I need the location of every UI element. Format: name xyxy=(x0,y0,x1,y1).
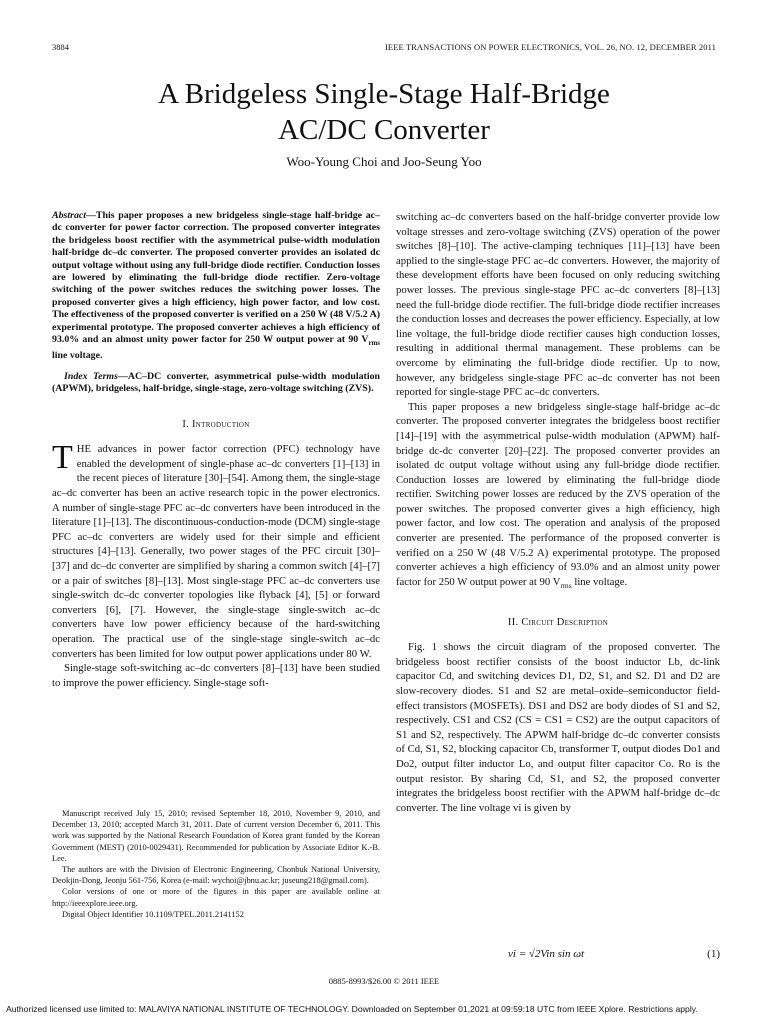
index-terms-lead: Index Terms xyxy=(64,370,118,382)
drop-cap: T xyxy=(52,439,73,477)
right-column xyxy=(396,210,720,815)
title-line-2: AC/DC Converter xyxy=(278,114,490,146)
footnote-color: Color versions of one or more of the figures in this paper are available online at http://ieeexplore.ieee.org. xyxy=(52,887,380,908)
authors: Woo-Young Choi and Joo-Seung Yoo xyxy=(286,154,482,169)
page-number: 3884 xyxy=(52,42,69,52)
left-column xyxy=(52,210,380,690)
footnote-doi: Digital Object Identifier 10.1109/TPEL.2011.2141152 xyxy=(62,909,244,919)
intro-paragraph-3 xyxy=(396,400,720,594)
title-line-1: A Bridgeless Single-Stage Half-Bridge xyxy=(158,78,610,110)
circuit-paragraph-1: Fig. 1 shows the circuit diagram of the proposed converter. The bridgeless boost rectifier consists of the boost inductor Lb, dc-link capacitor Cd, and switching devices D1, D2, S1, and S2. D1 and D2 are slow-recovery diodes. S1 and S2 are metal–oxide–semiconductor field-effect transistors (MOSFETs). DS1 and DS2 are body diodes of S1 and S2, respectively. CS1 and CS2 (CS = CS1 = CS2) are the output capacitors of S1 and S2, respectively. The APWM half-bridge dc–dc converter consists of Cd, S1, S2, blocking capacitor Cb, transformer T, output diodes Do1 and Do2, output filter inductor Lo, and output filter capacitor Co. Ro is the output resistor. By sharing Cd, S1, and S2, the proposed converter integrates the bridgeless boost rectifier with the APWM half-bridge dc–dc converter. The line voltage vi is given by xyxy=(396,641,720,814)
section-heading-circuit-description: II. Circuit Description xyxy=(507,616,609,628)
equation-body: vi = √2Vin sin ωt xyxy=(508,948,585,960)
intro-paragraph-1 xyxy=(52,439,380,661)
authorized-use-notice: Authorized licensed use limited to: MALAVIYA NATIONAL INSTITUTE OF TECHNOLOGY. Downloaded on September 01,2021 at 09:59:18 UTC from IEEE Xplore. Restrictions apply. xyxy=(6,1004,698,1014)
abstract-sub: rms xyxy=(368,340,380,348)
intro-paragraph-2-continued: switching ac–dc converters based on the half-bridge converter provide low voltage stresses and zero-voltage switching (ZVS) operation of the power switches [8]–[10]. The active-clamping techniques [11]–[13] have been applied to the single-stage PFC ac–dc converters. However, the majority of these development efforts have been focused on only reducing switching power losses. The previous single-stage PFC ac–dc converters [8]–[13] need the full-bridge diode rectifier. The full-bridge diode rectifier increases the conduction losses and decreases the power efficiency. Especially, at low line voltage, the full-bridge diode rectifier causes high conduction losses, resulting in additional thermal management. These problems can be overcome by eliminating the full-bridge diode rectifier. Up to now, however, any bridgeless single-stage PFC ac–dc converter has not been reported for single-stage PFC ac–dc converters. xyxy=(396,211,720,399)
issn-copyright: 0885-8993/$26.00 © 2011 IEEE xyxy=(328,976,440,986)
index-terms xyxy=(52,371,380,396)
index-terms-text: —AC–DC converter, asymmetrical pulse-width modulation (APWM), bridgeless, half-bridge, single-stage, zero-voltage switching (ZVS). xyxy=(52,370,380,395)
abstract-text: —This paper proposes a new bridgeless single-stage half-bridge ac–dc converter for power factor correction. The proposed converter integrates the bridgeless boost rectifier with the asymmetrical pulse-width modulation half-bridge dc–dc converter. The proposed converter provides an isolated dc output voltage without using any full-bridge diode rectifier. Conduction losses are lowered by eliminating the full-bridge diode rectifier. Zero-voltage switching of the power switches reduces the switching power losses. The proposed converter gives a high efficiency, high power factor, and low cost. The effectiveness of the proposed converter is verified on a 250 W (48 V/5.2 A) experimental prototype. The proposed converter achieves a high efficiency of 93.0% and an almost unity power factor for 250 W output power at 90 V xyxy=(52,210,380,346)
abstract-lead: Abstract xyxy=(52,210,87,221)
journal-header: IEEE TRANSACTIONS ON POWER ELECTRONICS, VOL. 26, NO. 12, DECEMBER 2011 xyxy=(384,42,716,52)
intro-paragraph-2: Single-stage soft-switching ac–dc converters [8]–[13] have been studied to improve the power efficiency. Single-stage soft- xyxy=(52,662,380,689)
section-heading-introduction: I. Introduction xyxy=(182,418,250,430)
intro-paragraph-3-tail: line voltage. xyxy=(571,575,628,588)
footnote-manuscript: Manuscript received July 15, 2010; revised September 18, 2010, November 9, 2010, and December 13, 2010; accepted March 31, 2011. Date of current version December 6, 2011. This work was supported by the National Research Foundation of Korea grant funded by the Korean Government (MEST) (2010-0029431). Recommended for publication by Associate Editor K.-B. Lee. xyxy=(52,809,380,863)
footnote xyxy=(52,808,380,920)
abstract-tail: line voltage. xyxy=(52,350,103,362)
equation-number: (1) xyxy=(707,948,720,960)
paper-title xyxy=(0,76,768,148)
intro-paragraph-3-text: This paper proposes a new bridgeless single-stage half-bridge ac–dc converter. The proposed converter integrates the bridgeless boost rectifier [14]–[19] with the asymmetrical pulse-width modulation (APWM) half-bridge dc-dc converter [20]–[22]. The proposed converter provides an isolated dc output voltage without using any full-bridge diode rectifier. Conduction losses are lowered by eliminating the full-bridge diode rectifier. Switching power losses are reduced by the ZVS operation of the power switches. The proposed converter gives a high efficiency, high power factor, and low cost. The operation and analysis of the proposed converter are presented. The performance of the proposed converter is verified on a 250 W (48 V/5.2 A) experimental prototype. The proposed converter achieves a high efficiency of 93.0% and an almost unity power factor for 250 W output power at 90 V xyxy=(396,400,720,588)
footnote-authors: The authors are with the Division of Electronic Engineering, Chonbuk National University, Deokjin-Dong, Jeonju 561-756, Korea (e-mail: wychoi@jbnu.ac.kr; juseung218@gmail.com). xyxy=(52,865,380,886)
abstract xyxy=(52,210,380,363)
intro-paragraph-3-sub: rms xyxy=(560,580,572,590)
intro-paragraph-1-text: HE advances in power factor correction (PFC) technology have enabled the development of single-phase ac–dc converters [1]–[13] in the recent pieces of literature [30]–[54]. Among them, the single-stage ac–dc converter has been an active research topic in the power electronics. A number of single-stage PFC ac–dc converters have been introduced in the literature [1]–[13]. The discontinuous-conduction-mode (DCM) single-stage PFC ac–dc converters are widely used for their simple and efficient structures [4]–[13]. Generally, two power stages of the PFC circuit [30]–[37] and dc–dc converter are simplified by sharing a common switch [4]–[7] or a pair of switches [8]–[13]. Most single-stage PFC ac–dc converters use single-switch dc–dc converter topologies like flyback [4], [5] or forward converters [6], [7]. However, the single-stage single-switch ac–dc converters have low power efficiency because of the hard-switching operation. The practical use of the single-stage single-switch ac–dc converters has been limited for low output power applications under 80 W. xyxy=(52,443,380,660)
